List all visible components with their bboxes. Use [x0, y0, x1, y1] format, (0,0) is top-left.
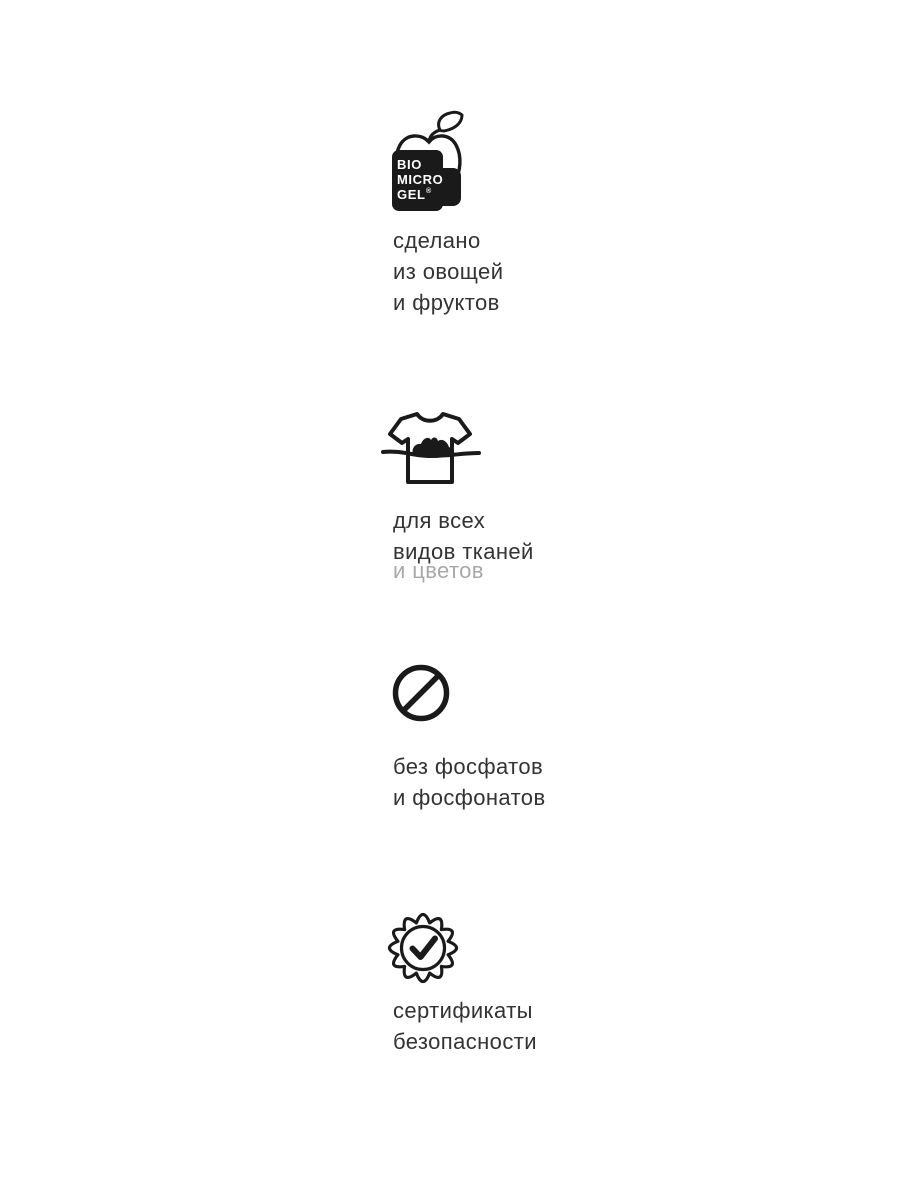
caption-line: и фруктов	[393, 290, 500, 315]
caption-line: сертификаты	[393, 998, 533, 1023]
caption-line: для всех	[393, 508, 486, 533]
feature-caption-no-phosphates	[393, 751, 623, 813]
tshirt-stain-icon	[383, 410, 479, 486]
logo-text-micro: MICRO	[397, 172, 444, 187]
seal-inner-circle	[402, 927, 445, 970]
biomicrogel-logo-icon	[390, 112, 466, 214]
caption-line: сделано	[393, 228, 481, 253]
caption-line: без фосфатов	[393, 754, 544, 779]
cropped-caption-line: и цветов	[393, 558, 484, 583]
caption-line: из овощей	[393, 259, 504, 284]
registered-trademark-icon: ®	[426, 188, 432, 195]
caption-line: и фосфонатов	[393, 785, 546, 810]
apple-leaf	[439, 112, 462, 131]
feature-caption-certificates	[393, 995, 623, 1057]
prohibition-icon	[392, 664, 450, 722]
prohibition-slash	[404, 676, 439, 711]
certificate-seal-icon	[387, 912, 459, 984]
seal-scalloped-border	[389, 914, 456, 981]
feature-caption-made-from	[393, 225, 623, 318]
caption-line: видов тканей	[393, 539, 534, 564]
caption-line: безопасности	[393, 1029, 537, 1054]
checkmark-icon	[413, 939, 436, 958]
stain-blob	[413, 437, 453, 457]
logo-text-gel: GEL	[397, 187, 426, 202]
logo-text-bio: BIO	[397, 157, 422, 172]
